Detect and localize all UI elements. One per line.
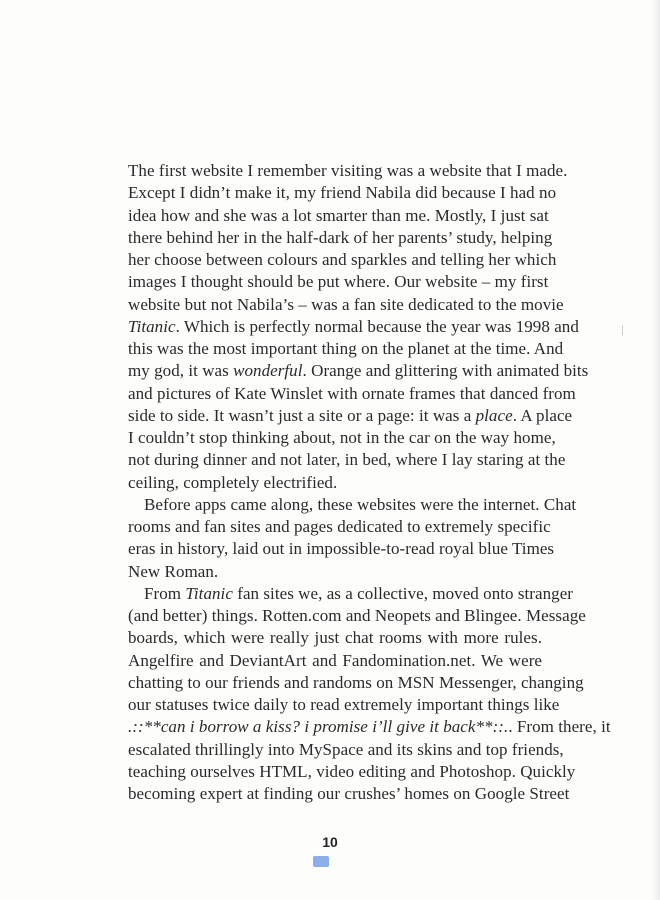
text-segment: this was the most important thing on the planet at the time. And (128, 339, 564, 358)
text-line (128, 761, 576, 783)
text-segment: From (144, 583, 186, 603)
text-segment: eras in history, laid out in impossible-to-read royal blue Times (128, 539, 555, 559)
text-line (128, 605, 586, 627)
text-line (128, 627, 542, 649)
scan-mark (622, 325, 623, 335)
text-segment: . Orange and glittering with animated bits (302, 361, 589, 381)
text-line (128, 516, 551, 538)
italic-text: Titanic (185, 583, 233, 603)
text-line (128, 583, 574, 605)
italic-text: place (475, 405, 513, 425)
italic-text: Titanic (128, 316, 176, 336)
text-segment: escalated thrillingly into MySpace and its skins and top friends, (128, 739, 564, 759)
text-line (128, 494, 577, 516)
text-segment: boards, which were really just chat rooms with more rules. (128, 628, 542, 648)
text-segment: my god, it was (128, 361, 234, 381)
text-line (128, 672, 584, 694)
text-line (128, 160, 568, 182)
text-line (128, 739, 564, 761)
text-segment: idea how and she was a lot smarter than me. Mostly, I just sat (128, 205, 549, 225)
page-edge-shadow (652, 0, 660, 900)
text-segment: fan sites we, as a collective, moved onto stranger (232, 583, 574, 603)
text-line (128, 360, 589, 382)
text-line (128, 405, 573, 427)
text-line (128, 227, 553, 249)
text-line (128, 249, 557, 271)
text-line (128, 338, 564, 360)
text-line (128, 783, 570, 805)
text-line (128, 271, 549, 293)
text-segment: I couldn’t stop thinking about, not in the car on the way home, (128, 428, 556, 447)
text-segment: The first website I remember visiting was a website that I made. (128, 161, 568, 180)
text-segment: teaching ourselves HTML, video editing and Photoshop. Quickly (128, 761, 576, 781)
text-line (128, 538, 555, 560)
text-line (128, 205, 549, 227)
text-line (128, 383, 576, 405)
text-segment: Angelfire and DeviantArt and Fandomination.net. We were (128, 650, 542, 670)
page-number: 10 (322, 834, 338, 850)
text-line (128, 427, 556, 449)
text-segment: becoming expert at finding our crushes’ homes on Google Street (128, 784, 570, 803)
text-line (128, 716, 611, 738)
text-segment: not during dinner and not later, in bed, where I lay staring at the (128, 450, 566, 470)
text-line (128, 561, 542, 583)
text-segment: rooms and fan sites and pages dedicated to extremely specific (128, 517, 551, 536)
italic-text: .::**can i borrow a kiss? i promise i’ll give it back**::. (128, 717, 509, 737)
text-segment: . A place (512, 405, 573, 425)
text-line (128, 694, 560, 716)
text-segment: chatting to our friends and randoms on MSN Messenger, changing (128, 672, 584, 692)
text-segment: . Which is perfectly normal because the year was 1998 and (175, 316, 579, 336)
text-segment: (and better) things. Rotten.com and Neopets and Blingee. Message (128, 606, 586, 625)
text-segment: Before apps came along, these websites were the internet. Chat (144, 494, 577, 514)
text-line (128, 472, 542, 494)
text-segment: and pictures of Kate Winslet with ornate frames that danced from (128, 383, 576, 403)
text-segment: New Roman. (128, 561, 219, 581)
text-line (128, 449, 566, 471)
text-segment: there behind her in the half-dark of her parents’ study, helping (128, 227, 553, 247)
ornament-icon (313, 856, 329, 867)
text-segment: side to side. It wasn’t just a site or a page: it was a (128, 405, 476, 425)
text-line (128, 294, 564, 316)
text-line (128, 316, 579, 338)
body-text (128, 160, 611, 805)
italic-text: wonderful (233, 361, 303, 381)
text-segment: images I thought should be put where. Our website – my first (128, 272, 549, 292)
text-segment: her choose between colours and sparkles and telling her which (128, 250, 557, 269)
text-line (128, 650, 542, 672)
text-segment: our statuses twice daily to read extremely important things like (128, 695, 560, 714)
text-segment: website but not Nabila’s – was a fan site dedicated to the movie (128, 294, 564, 314)
text-segment: Except I didn’t make it, my friend Nabila did because I had no (128, 183, 557, 203)
text-segment: ceiling, completely electrified. (128, 472, 338, 492)
text-segment: . From there, it (508, 717, 611, 737)
text-line (128, 182, 557, 204)
